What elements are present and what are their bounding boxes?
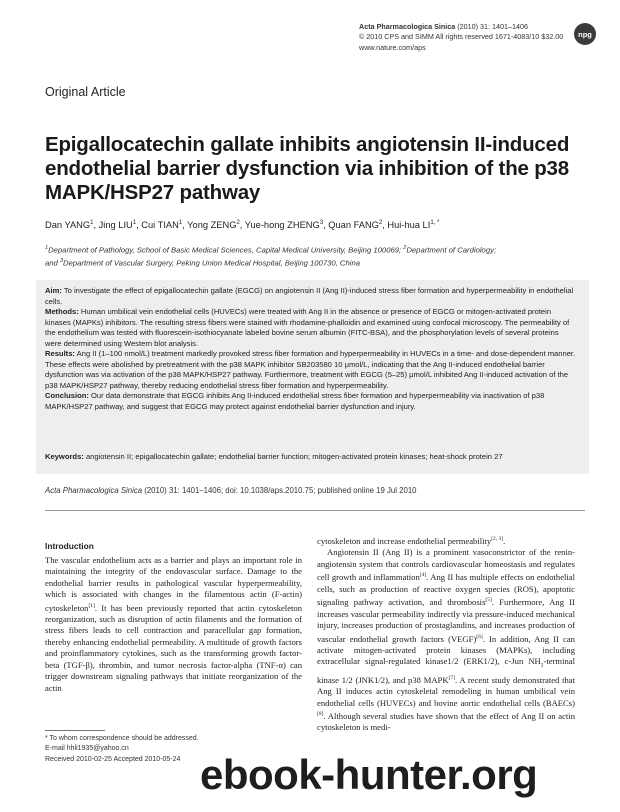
journal-header — [359, 22, 574, 53]
conclusion-text: Our data demonstrate that EGCG inhibits Ang II-induced endothelial stress fiber formation and hyperpermeability via inactivation of p38 MAPK/HSP27 pathway, and suggest that EGCG may protect against endothelial barrier dysfunction and injury. — [45, 391, 545, 412]
methods-text: Human umbilical vein endothelial cells (HUVECs) were treated with Ang II in the absence or presence of EGCG or mitogen-activated protein kinases (MAPKs) inhibitors. The resulting stress fibers were stained with rhodamine-phalloidin and examined using confocal microscopy. The permeability of the endothelium was tested with fluorescein-isothiocyanate labeled bovine serum albumin (FITC-BSA), and the phosphorylation levels of several proteins were determined using Western blot analysis. — [45, 307, 570, 348]
keywords-label: Keywords: — [45, 452, 84, 461]
intro-paragraph-2 — [317, 547, 575, 734]
author-name: Yong ZENG — [187, 220, 237, 231]
body-text: . In addition, Ang II can activate mitogen-activated protein kinases (MAPKs), including extracellular signal-regulated kinase1/2 (ERK1/2), c-Jun NH — [317, 633, 575, 667]
author-affil-sup: 1 — [90, 220, 94, 226]
intro-paragraph-1 — [45, 555, 302, 695]
body-text: . Furthermore, Ang II increases vascular permeability indirectly via pressure-induced mechanical injury, increases production of prostaglandins, and increases production of vascular endothelial growth factors (VEGF) — [317, 597, 576, 644]
conclusion-label: Conclusion: — [45, 391, 89, 401]
copyright: © 2010 CPS and SIMM All rights reserved 1671-4083/10 $32.00 — [359, 32, 564, 42]
body-text: cytoskeleton and increase endothelial permeability — [317, 535, 492, 546]
ref-7[interactable]: [7] — [448, 674, 455, 681]
page-title: Epigallocatechin gallate inhibits angiotensin II-induced endothelial barrier dysfunction via inhibition of the p38 MAPK/HSP27 pathway — [45, 133, 570, 204]
footnote-divider — [45, 730, 105, 731]
citation-journal: Acta Pharmacologica Sinica — [45, 486, 143, 495]
journal-name: Acta Pharmacologica Sinica — [359, 22, 456, 31]
ref-8[interactable]: [8] — [317, 711, 324, 718]
npg-logo: npg — [574, 23, 596, 45]
article-type: Original Article — [45, 85, 126, 99]
author-name: Dan YANG — [45, 220, 91, 231]
abstract-aim — [45, 286, 576, 307]
author-affil-sup: 1 — [178, 220, 183, 226]
abstract-results — [45, 349, 576, 391]
abstract-methods — [45, 307, 576, 349]
ref-4[interactable]: [4] — [419, 572, 427, 579]
affil-2: Department of Cardiology; — [406, 245, 497, 255]
affil-1: Department of Pathology, School of Basic Medical Sciences, Capital Medical University, Beijing 100069; — [48, 245, 404, 255]
abstract — [45, 286, 576, 413]
affiliations — [45, 243, 585, 269]
ref-6[interactable]: [6] — [476, 633, 483, 640]
results-label: Results: — [45, 349, 75, 359]
body-text: . It has been previously reported that actin cytoskeleton reorganization, such as disruption of actin filaments and the formation of stress fibers leads to cell contraction and paracellular gap formation, thereby enhancing endothelial permeability. A multitude of growth factors and proinflammatory cytokines, such as the transforming growth factor-beta (TGF-β), thrombin, and tumor necrosis factor-alpha (TNF-α) can trigger downstream signaling pathways that initiate reorganization of the actin — [45, 602, 302, 693]
journal-url[interactable]: www.nature.com/aps — [359, 42, 426, 52]
keywords — [45, 452, 576, 463]
affil-3: Department of Vascular Surgery, Peking Union Medical Hospital, Beijing 100730, China — [63, 258, 361, 268]
intro-heading: Introduction — [45, 541, 94, 551]
journal-ref: (2010) 31: 1401–1406 — [455, 22, 529, 31]
correspondence-note: * To whom correspondence should be addressed. — [45, 735, 199, 742]
citation — [45, 486, 585, 495]
subscript-2: 2 — [540, 663, 544, 670]
abstract-conclusion — [45, 391, 576, 412]
author-affil-sup: 1 — [132, 220, 137, 226]
author-list: Dan YANG$^1$, Jing LIU$^1$, Cui TIAN$^1$, Yong ZENG$^2$, Yue-hong ZHENG$^3$, Quan FANG$^2$, Hui-hua $LI^{1, *}$ — [45, 220, 440, 231]
affil-sup-2: 2 — [403, 245, 407, 251]
watermark: ebook-hunter.org — [200, 751, 538, 798]
author-name: Hui-hua LI — [387, 220, 431, 231]
body-text: The vascular endothelium acts as a barrier and plays an important role in maintaining the integrity of the endovascular surface. Damage to the endothelial barrier results in pathological vascular hyperpermeability, which is associated with changes in the filamentous actin (F-actin) cytoskeleton — [45, 554, 302, 613]
ref-5[interactable]: [5] — [485, 597, 492, 604]
author-name: Cui TIAN — [141, 220, 179, 231]
author-affil-sup: 2 — [236, 220, 240, 226]
section-divider — [45, 510, 585, 511]
body-text: . Ang II has multiple effects on endothelial cells, such as production of reactive oxygen species (ROS), apoptotic signaling pathway activation, and thrombosis — [317, 572, 575, 608]
body-column-right — [317, 534, 575, 734]
aim-label: Aim: — [45, 286, 62, 295]
author-name: Jing LIU — [98, 220, 133, 231]
ref-1[interactable]: [1] — [88, 602, 95, 609]
body-text: . A recent study demonstrated that Ang II induces actin cytoskeletal remodeling in human umbilical vein endothelial cells (HUVECs) and bovine aortic endothelial cells (BAECs) — [317, 674, 575, 708]
journal-line — [359, 22, 574, 32]
aim-text: To investigate the effect of epigallocatechin gallate (EGCG) on angiotensin II (Ang II)-induced stress fiber formation and hyperpermeability in endothelial cells. — [45, 286, 574, 306]
body-text: Angiotensin II (Ang II) is a prominent vasoconstrictor of the renin-angiotensin system that controls cardiovascular homeostasis and regulates cell growth and inflammation — [317, 547, 575, 583]
correspondence-email[interactable]: E-mail hhli1935@yahoo.cn — [45, 745, 129, 753]
citation-text: (2010) 31: 1401–1406; doi: 10.1038/aps.2010.75; published online 19 Jul 2010 — [142, 486, 417, 495]
author-affil-sup: 1, * — [430, 220, 440, 226]
ref-2-3[interactable]: [2, 3] — [491, 536, 504, 542]
affil-sup-1: 1 — [45, 245, 49, 251]
body-text: . — [503, 535, 506, 546]
body-column-left — [45, 541, 302, 694]
results-text: Ang II (1–100 nmol/L) treatment markedly provoked stress fiber formation and hyperpermeability in HUVECs in a time- and dose-dependent manner. These effects were abolished by pretreatment with the p38 MAPK inhibitor SB203580 10 μmol/L, indicating that the Ang II-induced endothelial barrier dysfunction was via activation of the p38 MAPK/HSP27 pathway. Furthermore, treatment with EGCG (5–25) μmol/L inhibited Ang II-induced activation of the p38 MAPK/HSP27 pathway, thereby reducing endothelial stress fiber formation and hyperpermeability. — [45, 349, 576, 390]
author-affil-sup: 2 — [378, 220, 383, 226]
affil-sup-3: 3 — [59, 257, 64, 264]
body-text: -terminal kinase 1/2 (JNK1/2), and p38 MAPK — [317, 656, 575, 685]
author-affil-sup: 3 — [319, 220, 324, 226]
author-name: Yue-hong ZHENG — [244, 220, 320, 231]
received-accepted-dates: Received 2010-02-25 Accepted 2010-05-24 — [45, 755, 181, 763]
body-text: . Although several studies have shown that the effect of Ang II on actin cytoskeleton is medi- — [317, 710, 575, 733]
affil-3-prefix: and — [45, 258, 60, 268]
intro-paragraph-1-cont — [317, 534, 575, 547]
author-name: Quan FANG — [328, 220, 379, 231]
keywords-text: angiotensin II; epigallocatechin gallate; endothelial barrier function; mitogen-activated protein kinases; heat-shock protein 27 — [83, 452, 503, 461]
methods-label: Methods: — [45, 307, 79, 317]
